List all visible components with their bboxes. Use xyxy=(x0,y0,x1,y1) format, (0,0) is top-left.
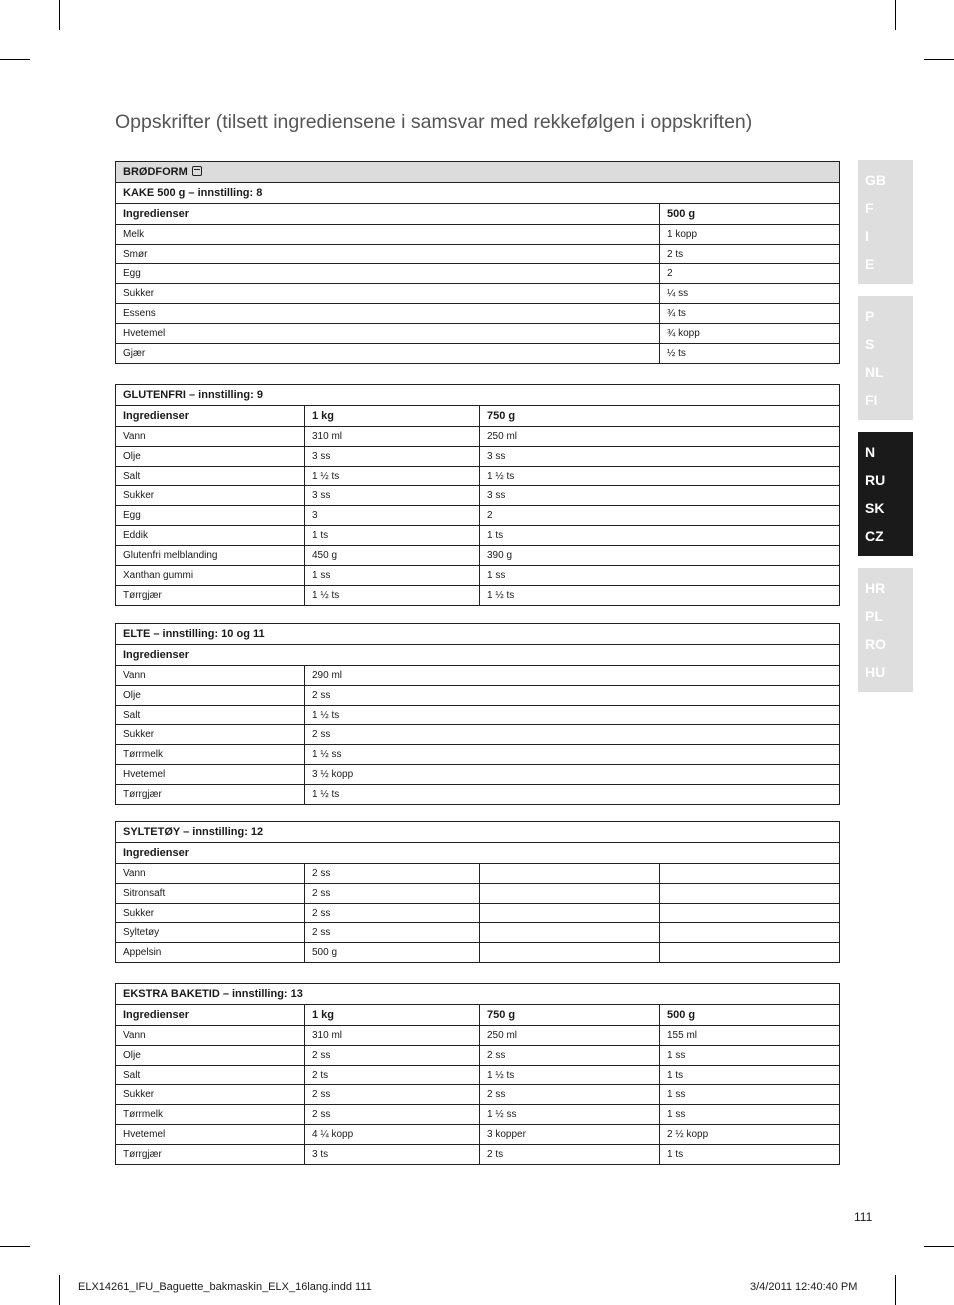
amount-cell: 2 ss xyxy=(305,725,840,745)
lang-code: FI xyxy=(865,392,878,408)
lang-code: SK xyxy=(865,500,885,516)
ingredient-cell: Tørrgjær xyxy=(116,785,305,805)
ingredient-cell: Hvetemel xyxy=(116,1125,305,1145)
lang-code: P xyxy=(865,308,875,324)
ingredient-cell: Salt xyxy=(116,466,305,486)
crop-mark xyxy=(59,0,60,30)
column-header: Ingredienser xyxy=(116,405,305,426)
column-header: 750 g xyxy=(480,405,840,426)
amount-cell: 1 ss xyxy=(660,1105,840,1125)
ingredient-cell: Eddik xyxy=(116,526,305,546)
table-row xyxy=(116,1065,840,1085)
lang-code: HU xyxy=(865,664,886,680)
language-tab-group-active[interactable] xyxy=(858,432,913,556)
ingredient-cell: Xanthan gummi xyxy=(116,566,305,586)
amount-cell: 290 ml xyxy=(305,665,840,685)
column-header: Ingredienser xyxy=(116,203,660,224)
page-number: 111 xyxy=(854,1210,873,1224)
crop-mark xyxy=(0,1246,30,1247)
table-row xyxy=(116,765,840,785)
amount-cell: 2 xyxy=(660,264,840,284)
amount-cell: 2 ss xyxy=(305,923,480,943)
ingredient-cell: Sukker xyxy=(116,284,660,304)
ingredient-cell: Hvetemel xyxy=(116,765,305,785)
table-title: GLUTENFRI – innstilling: 9 xyxy=(116,385,840,406)
table-title: KAKE 500 g – innstilling: 8 xyxy=(116,182,840,203)
table-row xyxy=(116,705,840,725)
amount-cell: 2 ss xyxy=(305,1085,480,1105)
lang-code: HR xyxy=(865,580,886,596)
table-row xyxy=(116,506,840,526)
amount-cell: 1 ss xyxy=(660,1085,840,1105)
language-tab-group-1[interactable] xyxy=(858,160,913,284)
table-row xyxy=(116,903,840,923)
table-row xyxy=(116,1145,840,1165)
elte-table xyxy=(115,623,840,805)
table-row xyxy=(116,1025,840,1045)
amount-cell: 1 ss xyxy=(660,1045,840,1065)
amount-cell: 3 kopper xyxy=(480,1125,660,1145)
amount-cell: 2 ½ kopp xyxy=(660,1125,840,1145)
table-row xyxy=(116,943,840,963)
table-row xyxy=(116,785,840,805)
table-row xyxy=(116,1045,840,1065)
column-header: Ingredienser xyxy=(116,644,840,665)
table-row xyxy=(116,486,840,506)
bread-pan-icon xyxy=(192,166,202,176)
table-row xyxy=(116,224,840,244)
amount-cell: ¼ ss xyxy=(660,284,840,304)
ingredient-cell: Sitronsaft xyxy=(116,883,305,903)
amount-cell: 1 ss xyxy=(305,566,480,586)
empty-cell xyxy=(480,943,660,963)
lang-code: S xyxy=(865,336,875,352)
table-row xyxy=(116,585,840,605)
table-row xyxy=(116,304,840,324)
amount-cell: 3 xyxy=(305,506,480,526)
column-header: 1 kg xyxy=(305,1004,480,1025)
language-tab-group-2[interactable] xyxy=(858,296,913,420)
table-row xyxy=(116,526,840,546)
amount-cell: 1 ts xyxy=(305,526,480,546)
amount-cell: 1 ½ ts xyxy=(305,585,480,605)
amount-cell: 3 ss xyxy=(480,446,840,466)
table-row xyxy=(116,324,840,344)
empty-cell xyxy=(480,863,660,883)
table-row xyxy=(116,426,840,446)
ingredient-cell: Olje xyxy=(116,685,305,705)
amount-cell: 2 xyxy=(480,506,840,526)
ingredient-cell: Hvetemel xyxy=(116,324,660,344)
amount-cell: 1 ½ ts xyxy=(480,1065,660,1085)
empty-cell xyxy=(480,903,660,923)
ingredient-cell: Sukker xyxy=(116,725,305,745)
lang-code: PL xyxy=(865,608,883,624)
amount-cell: 4 ¼ kopp xyxy=(305,1125,480,1145)
ingredient-cell: Sukker xyxy=(116,903,305,923)
table-row xyxy=(116,685,840,705)
lang-code: F xyxy=(865,200,874,216)
footer-filename: ELX14261_IFU_Baguette_bakmaskin_ELX_16lang.indd 111 xyxy=(78,1281,372,1293)
amount-cell: 3 ss xyxy=(480,486,840,506)
empty-cell xyxy=(660,903,840,923)
ingredient-cell: Sukker xyxy=(116,1085,305,1105)
amount-cell: 2 ss xyxy=(305,883,480,903)
table-title: SYLTETØY – innstilling: 12 xyxy=(116,822,840,843)
ingredient-cell: Vann xyxy=(116,1025,305,1045)
column-header: 1 kg xyxy=(305,405,480,426)
amount-cell: ¾ kopp xyxy=(660,324,840,344)
amount-cell: 2 ss xyxy=(480,1085,660,1105)
ingredient-cell: Glutenfri melblanding xyxy=(116,546,305,566)
brodform-table xyxy=(115,161,840,364)
ingredient-cell: Sukker xyxy=(116,486,305,506)
amount-cell: 3 ½ kopp xyxy=(305,765,840,785)
amount-cell: 1 ½ ts xyxy=(305,705,840,725)
amount-cell: 3 ss xyxy=(305,486,480,506)
lang-code: N xyxy=(865,444,876,460)
amount-cell: 250 ml xyxy=(480,426,840,446)
table-row xyxy=(116,923,840,943)
crop-mark xyxy=(895,0,896,30)
amount-cell: 1 ts xyxy=(660,1145,840,1165)
crop-mark xyxy=(59,1275,60,1305)
ingredient-cell: Gjær xyxy=(116,344,660,364)
column-header: 500 g xyxy=(660,1004,840,1025)
amount-cell: 1 ts xyxy=(660,1065,840,1085)
ingredient-cell: Egg xyxy=(116,264,660,284)
amount-cell: ½ ts xyxy=(660,344,840,364)
amount-cell: 1 ½ ts xyxy=(305,466,480,486)
footer-date: 3/4/2011 12:40:40 PM xyxy=(750,1281,858,1293)
amount-cell: 2 ss xyxy=(305,1105,480,1125)
table-row xyxy=(116,264,840,284)
table-row xyxy=(116,466,840,486)
amount-cell: 450 g xyxy=(305,546,480,566)
ingredient-cell: Tørrgjær xyxy=(116,1145,305,1165)
ingredient-cell: Salt xyxy=(116,1065,305,1085)
amount-cell: 2 ss xyxy=(480,1045,660,1065)
amount-cell: 310 ml xyxy=(305,1025,480,1045)
amount-cell: 2 ts xyxy=(660,244,840,264)
page-title: Oppskrifter (tilsett ingrediensene i samsvar med rekkefølgen i oppskriften) xyxy=(115,111,753,133)
amount-cell: 390 g xyxy=(480,546,840,566)
empty-cell xyxy=(660,863,840,883)
amount-cell: ¾ ts xyxy=(660,304,840,324)
ingredient-cell: Syltetøy xyxy=(116,923,305,943)
table-row xyxy=(116,883,840,903)
table-row xyxy=(116,863,840,883)
table-row xyxy=(116,566,840,586)
crop-mark xyxy=(0,59,30,60)
amount-cell: 250 ml xyxy=(480,1025,660,1045)
table-row xyxy=(116,446,840,466)
amount-cell: 2 ts xyxy=(305,1065,480,1085)
table-row xyxy=(116,244,840,264)
amount-cell: 2 ss xyxy=(305,903,480,923)
lang-code: RU xyxy=(865,472,886,488)
table-row xyxy=(116,284,840,304)
ingredient-cell: Tørrmelk xyxy=(116,745,305,765)
lang-code: RO xyxy=(865,636,886,652)
column-header: Ingredienser xyxy=(116,842,840,863)
lang-code: NL xyxy=(865,364,884,380)
ingredient-cell: Salt xyxy=(116,705,305,725)
ingredient-cell: Egg xyxy=(116,506,305,526)
table-title: EKSTRA BAKETID – innstilling: 13 xyxy=(116,984,840,1005)
column-header: Ingredienser xyxy=(116,1004,305,1025)
ingredient-cell: Tørrmelk xyxy=(116,1105,305,1125)
ingredient-cell: Tørrgjær xyxy=(116,585,305,605)
amount-cell: 1 kopp xyxy=(660,224,840,244)
table-row xyxy=(116,546,840,566)
table-title: ELTE – innstilling: 10 og 11 xyxy=(116,624,840,645)
amount-cell: 3 ss xyxy=(305,446,480,466)
amount-cell: 1 ½ ss xyxy=(480,1105,660,1125)
amount-cell: 310 ml xyxy=(305,426,480,446)
column-header: 500 g xyxy=(660,203,840,224)
amount-cell: 2 ss xyxy=(305,1045,480,1065)
table-row xyxy=(116,725,840,745)
ingredient-cell: Smør xyxy=(116,244,660,264)
amount-cell: 2 ts xyxy=(480,1145,660,1165)
table-row xyxy=(116,1085,840,1105)
crop-mark xyxy=(895,1275,896,1305)
ingredient-cell: Vann xyxy=(116,665,305,685)
lang-code: E xyxy=(865,256,875,272)
ingredient-cell: Melk xyxy=(116,224,660,244)
empty-cell xyxy=(480,923,660,943)
amount-cell: 1 ½ ss xyxy=(305,745,840,765)
glutenfri-table xyxy=(115,384,840,606)
empty-cell xyxy=(660,943,840,963)
ingredient-cell: Vann xyxy=(116,863,305,883)
table-row xyxy=(116,665,840,685)
language-tab-group-4[interactable] xyxy=(858,568,913,692)
ingredient-cell: Vann xyxy=(116,426,305,446)
column-header: 750 g xyxy=(480,1004,660,1025)
ingredient-cell: Appelsin xyxy=(116,943,305,963)
table-row xyxy=(116,1105,840,1125)
lang-code: I xyxy=(865,228,869,244)
amount-cell: 1 ½ ts xyxy=(305,785,840,805)
ekstra-baketid-table xyxy=(115,983,840,1165)
amount-cell: 155 ml xyxy=(660,1025,840,1045)
ingredient-cell: Essens xyxy=(116,304,660,324)
amount-cell: 1 ½ ts xyxy=(480,585,840,605)
section-label: BRØDFORM xyxy=(116,162,840,183)
amount-cell: 1 ss xyxy=(480,566,840,586)
empty-cell xyxy=(660,923,840,943)
syltetoy-table xyxy=(115,821,840,963)
amount-cell: 2 ss xyxy=(305,863,480,883)
ingredient-cell: Olje xyxy=(116,446,305,466)
lang-code: CZ xyxy=(865,528,884,544)
crop-mark xyxy=(924,59,954,60)
amount-cell: 2 ss xyxy=(305,685,840,705)
amount-cell: 1 ½ ts xyxy=(480,466,840,486)
empty-cell xyxy=(660,883,840,903)
empty-cell xyxy=(480,883,660,903)
amount-cell: 3 ts xyxy=(305,1145,480,1165)
amount-cell: 1 ts xyxy=(480,526,840,546)
lang-code: GB xyxy=(865,172,886,188)
table-row xyxy=(116,1125,840,1145)
ingredient-cell: Olje xyxy=(116,1045,305,1065)
table-row xyxy=(116,745,840,765)
amount-cell: 500 g xyxy=(305,943,480,963)
table-row xyxy=(116,344,840,364)
crop-mark xyxy=(924,1246,954,1247)
